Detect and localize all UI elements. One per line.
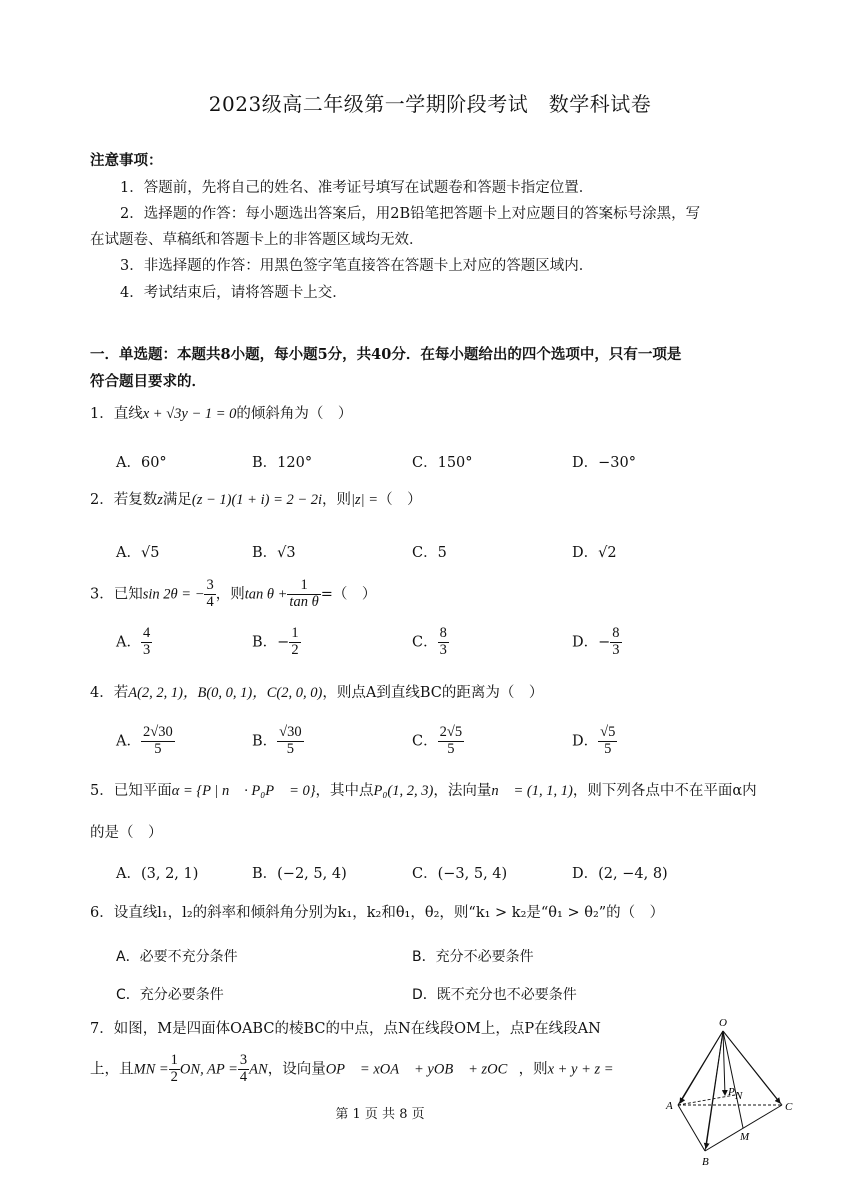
q3-f1-numerator: 3	[206, 577, 214, 593]
q3-f2-denominator: tan θ	[289, 593, 319, 610]
q5-option-d: D．(2, −4, 8)	[572, 866, 668, 882]
q3-a-fraction	[141, 626, 152, 659]
question-4	[90, 685, 543, 702]
q2-suffix: （ ）	[378, 492, 422, 508]
q3-lhs: sin 2θ = −	[142, 586, 205, 603]
q2-comma: ，则	[322, 492, 352, 508]
q4-d-fraction	[598, 725, 617, 758]
q7-f1-den: 2	[170, 1068, 178, 1085]
q4-prefix: 4．若	[90, 685, 129, 701]
q3-option-d	[572, 626, 622, 659]
q7-sum: x + y + z =	[547, 1061, 614, 1078]
notice-item-2-cont: 在试题卷、草稿纸和答题卡上的非答题区域均无效．	[90, 232, 424, 248]
q3-d-label: D．	[572, 634, 599, 651]
question-1	[90, 406, 352, 423]
q4-a-den: 5	[154, 740, 162, 757]
q3-d-num: 8	[612, 625, 620, 641]
label-n: N	[735, 1090, 743, 1102]
q5-mid: ，其中点	[315, 783, 374, 799]
label-c: C	[785, 1101, 793, 1113]
label-a: A	[666, 1100, 673, 1112]
q4-d-label: D．	[572, 733, 599, 750]
vector-oa-arrow	[680, 1031, 723, 1103]
tetrahedron-figure	[660, 1015, 800, 1170]
q7-fraction-1	[169, 1053, 180, 1086]
q4-d-den: 5	[604, 740, 612, 757]
q2-variable: z	[157, 492, 163, 508]
q5-option-b: B．(−2, 5, 4)	[252, 866, 347, 882]
q7-mid: ，设向量	[267, 1061, 326, 1078]
q3-option-b	[252, 626, 301, 659]
vector-ob-arrow	[706, 1031, 723, 1148]
q4-points: A(2, 2, 1)，B(0, 0, 1)，C(2, 0, 0)	[128, 685, 323, 701]
q4-b-den: 5	[286, 740, 295, 757]
question-7-line-2	[90, 1053, 614, 1086]
question-5	[90, 783, 757, 800]
q2-prefix: 2．若复数	[90, 492, 158, 508]
q7-an: AN	[249, 1061, 268, 1078]
q5-suffix: ，则下列各点中不在平面α内	[572, 783, 757, 799]
q4-suffix: ，则点A到直线BC的距离为（ ）	[322, 685, 544, 701]
q3-b-fraction	[289, 626, 300, 659]
q6-option-b: B．充分不必要条件	[412, 949, 534, 965]
q3-c-num: 8	[439, 625, 447, 641]
q3-option-a	[116, 626, 152, 659]
q1-equation: x + √3y − 1 = 0	[142, 406, 237, 422]
q4-option-d	[572, 725, 617, 758]
question-3	[90, 578, 376, 611]
q3-a-den: 3	[142, 641, 151, 658]
q7-mn: MN =	[133, 1061, 169, 1078]
label-p: P	[728, 1086, 735, 1098]
q5-line-2: 的是（ ）	[90, 825, 163, 841]
q3-b-den: 2	[291, 641, 299, 658]
q4-c-fraction	[438, 725, 464, 758]
q4-a-fraction	[141, 725, 175, 758]
q3-b-label: B．	[252, 634, 278, 651]
q3-a-label: A．	[116, 634, 141, 651]
q3-suffix: =（ ）	[320, 586, 377, 603]
q4-b-num: √30	[279, 724, 302, 740]
q5-prefix: 5．已知平面	[90, 783, 172, 799]
q4-option-a	[116, 725, 175, 758]
q2-option-d: D．√2	[572, 545, 617, 561]
q5-option-a: A．(3, 2, 1)	[116, 866, 199, 882]
q7-prefix: 上，且	[90, 1061, 134, 1078]
q4-d-num: √5	[600, 724, 616, 740]
q1-suffix: 的倾斜角为（ ）	[236, 406, 353, 422]
q7-fraction-2	[238, 1053, 249, 1086]
q4-option-b	[252, 725, 304, 758]
q7-f2-den: 4	[239, 1068, 248, 1085]
q4-b-label: B．	[252, 733, 278, 750]
q6-option-c: C．充分必要条件	[116, 987, 224, 1003]
page-footer: 第 1 页 共 8 页	[335, 1107, 425, 1122]
q2-option-a: A．√5	[116, 545, 160, 561]
q3-f2-numerator: 1	[287, 578, 320, 595]
q1-option-a: A．60°	[116, 455, 167, 471]
q7-vector-eq: OP⃗ = xOA⃗ + yOB⃗ + zOC⃗	[325, 1061, 519, 1078]
page-title: 2023级高二年级第一学期阶段考试 数学科试卷	[208, 92, 652, 116]
q1-prefix: 1．直线	[90, 406, 143, 422]
q4-c-label: C．	[412, 733, 438, 750]
q2-mid: 满足	[162, 492, 192, 508]
q6-option-a: A．必要不充分条件	[116, 949, 238, 965]
q3-a-num: 4	[142, 625, 151, 641]
section-1-line-2: 符合题目要求的．	[90, 373, 206, 390]
q5-plane-set: α = {P | n⃗ · P₀P⃗ = 0}	[171, 783, 316, 799]
q7-on: ON, AP =	[179, 1061, 238, 1078]
notice-item-3: 3．非选择题的作答：用黑色签字笔直接答在答题卡上对应的答题区域内．	[120, 258, 594, 274]
q4-a-label: A．	[116, 733, 141, 750]
q3-tan: tan θ +	[244, 586, 288, 603]
label-b: B	[702, 1156, 709, 1168]
section-1-line-1: 一．单选题：本题共8小题，每小题5分，共40分．在每小题给出的四个选项中，只有一项是	[90, 346, 682, 363]
q3-fraction-2	[287, 578, 320, 611]
q3-b-sign: −	[277, 634, 290, 651]
q7-then: ，则	[518, 1061, 548, 1078]
q2-modulus: |z| =	[351, 492, 379, 508]
notice-item-4: 4．考试结束后，请将答题卡上交．	[120, 285, 347, 301]
q1-option-b: B．120°	[252, 455, 313, 471]
q3-comma: ，则	[215, 586, 245, 603]
q3-c-label: C．	[412, 634, 438, 651]
q2-option-b: B．√3	[252, 545, 296, 561]
q3-d-den: 3	[612, 641, 620, 658]
q3-b-num: 1	[291, 625, 299, 641]
q2-equation: (z − 1)(1 + i) = 2 − 2i	[191, 492, 323, 508]
q4-c-den: 5	[447, 740, 455, 757]
q5-point-p0: P₀(1, 2, 3)	[373, 783, 434, 799]
notice-heading: 注意事项：	[90, 152, 163, 169]
q3-d-sign: −	[598, 634, 611, 651]
label-m: M	[740, 1131, 750, 1143]
q5-mid2: ，法向量	[433, 783, 492, 799]
q3-c-fraction	[438, 626, 449, 659]
question-6: 6．设直线l₁，l₂的斜率和倾斜角分别为k₁，k₂和θ₁，θ₂，则“k₁ > k₂是“θ₁ > θ₂”的（ ）	[90, 905, 665, 921]
q3-fraction-1	[204, 578, 215, 611]
q6-option-d: D．既不充分也不必要条件	[412, 987, 577, 1003]
q3-option-c	[412, 626, 449, 659]
q4-c-num: 2√5	[439, 724, 463, 740]
notice-item-1: 1．答题前，先将自己的姓名、准考证号填写在试题卷和答题卡指定位置．	[120, 180, 594, 196]
question-7-line-1: 7．如图，M是四面体OABC的棱BC的中点，点N在线段OM上，点P在线段AN	[90, 1021, 601, 1037]
notice-item-2: 2．选择题的作答：每小题选出答案后，用2B铅笔把答题卡上对应题目的答案标号涂黑，写	[120, 206, 701, 222]
q1-option-d: D．−30°	[572, 455, 636, 471]
q4-a-num: 2√30	[142, 724, 173, 740]
q4-b-fraction	[277, 725, 303, 758]
q5-option-c: C．(−3, 5, 4)	[412, 866, 508, 882]
q3-c-den: 3	[439, 641, 447, 658]
q4-option-c	[412, 725, 464, 758]
label-o: O	[719, 1017, 727, 1029]
question-2	[90, 492, 422, 509]
q5-normal-vector: n⃗ = (1, 1, 1)	[491, 783, 573, 799]
q3-prefix: 3．已知	[90, 586, 143, 603]
q7-f1-num: 1	[170, 1052, 178, 1068]
q7-f2-num: 3	[239, 1052, 248, 1068]
q2-option-c: C．5	[412, 545, 447, 561]
q3-f1-denominator: 4	[206, 593, 214, 610]
q1-option-c: C．150°	[412, 455, 473, 471]
q3-d-fraction	[610, 626, 621, 659]
